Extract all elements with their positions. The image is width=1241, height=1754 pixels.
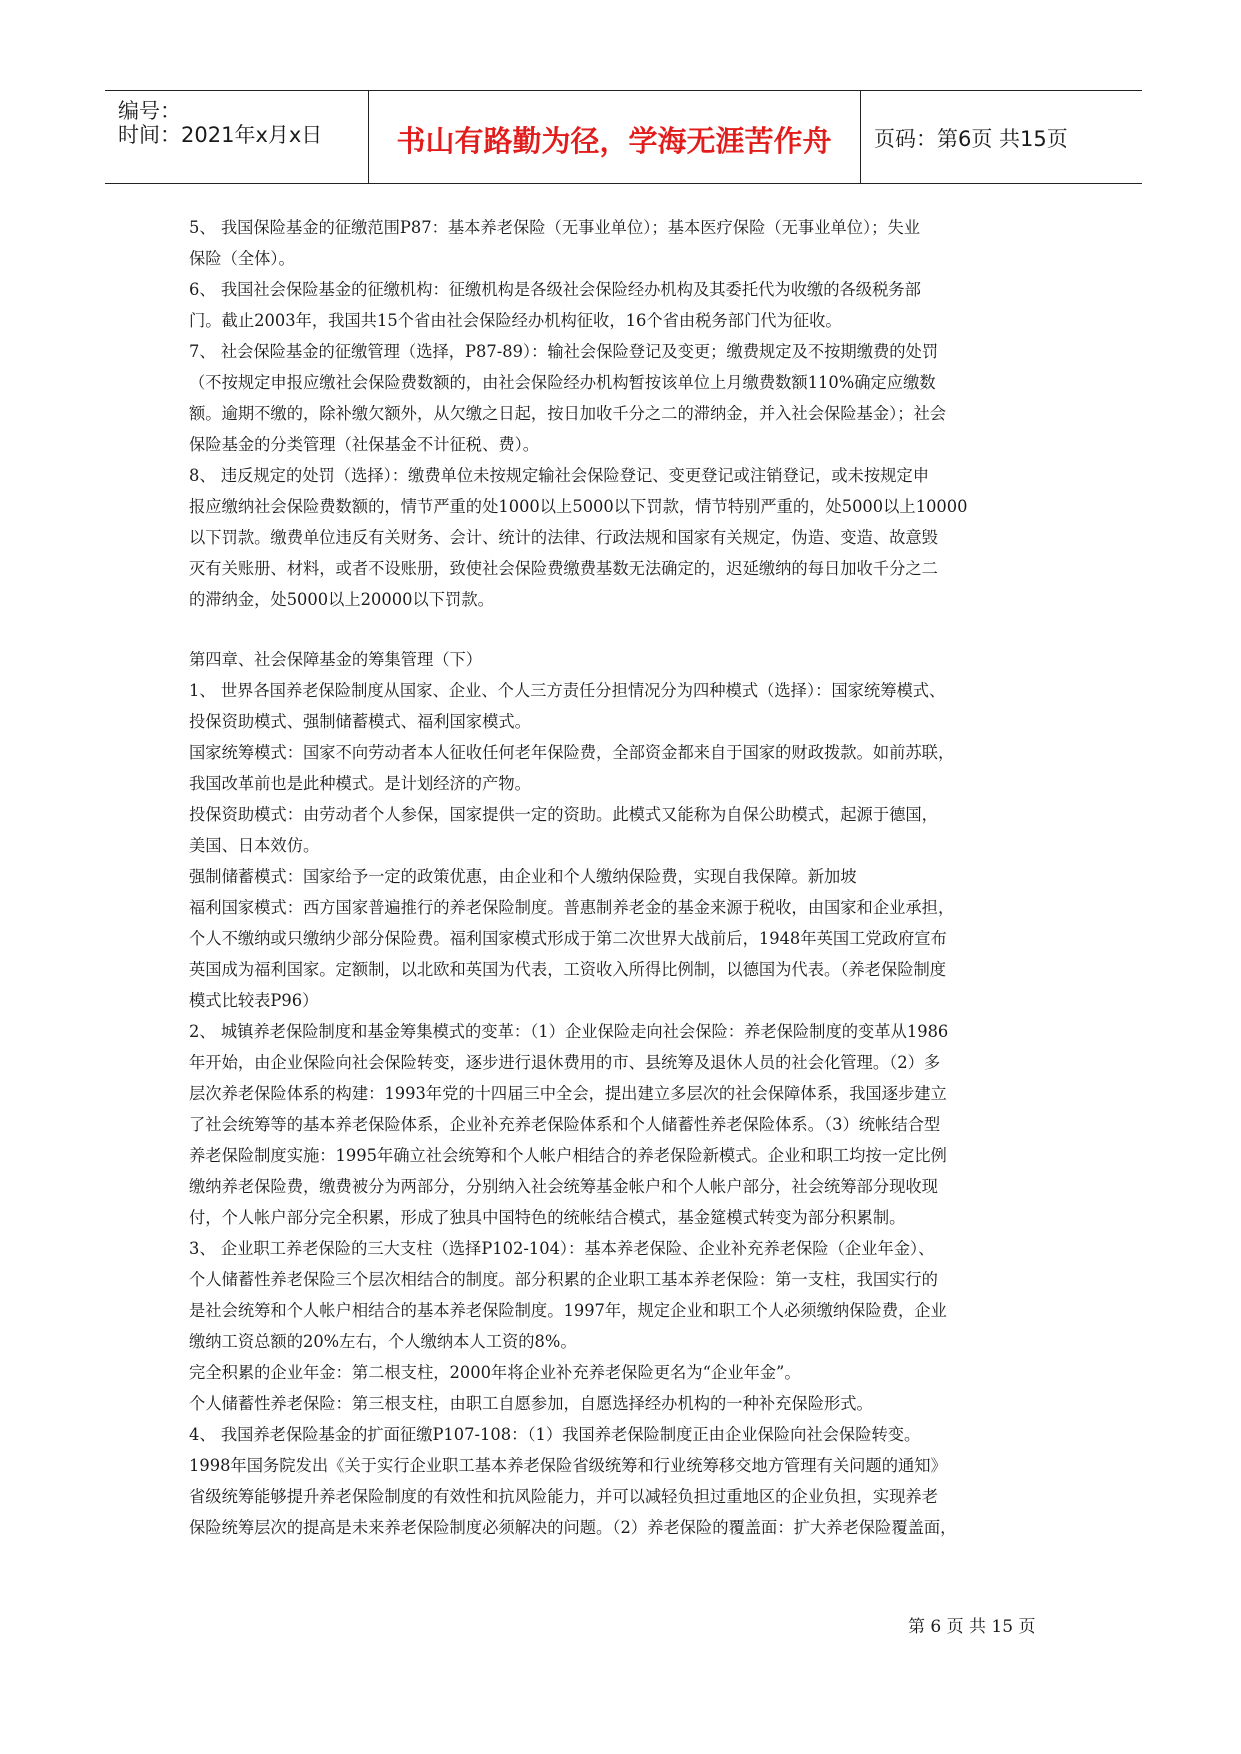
document-time-label: 时间：2021年x月x日 [118, 123, 323, 147]
text-line: 投保资助模式：由劳动者个人参保，国家提供一定的资助。此模式又能称为自保公助模式，起源于德国， [189, 805, 938, 824]
paragraph [189, 460, 1059, 615]
text-line: 年开始，由企业保险向社会保险转变，逐步进行退休费用的市、县统筹及退休人员的社会化管理。（2）多 [189, 1053, 941, 1072]
text-line: 的滞纳金，处5000以上20000以下罚款。 [189, 590, 494, 609]
text-line: 保险（全体）。 [189, 249, 295, 268]
text-line: 2、 城镇养老保险制度和基金筹集模式的变革：（1）企业保险走向社会保险：养老保险制度的变革从1986 [189, 1022, 949, 1041]
text-line: 国家统筹模式：国家不向劳动者本人征收任何老年保险费，全部资金都来自于国家的财政拨款。如前苏联， [189, 743, 955, 762]
page-footer: 第 6 页 共 15 页 [908, 1617, 1036, 1637]
text-line: 模式比较表P96） [189, 991, 319, 1010]
text-line: 是社会统筹和个人帐户相结合的基本养老保险制度。1997年，规定企业和职工个人必须缴纳保险费，企业 [189, 1301, 947, 1320]
text-line: 我国改革前也是此种模式。是计划经济的产物。 [189, 774, 531, 793]
text-line: 5、 我国保险基金的征缴范围P87：基本养老保险（无事业单位）；基本医疗保险（无事业单位）；失业 [189, 218, 921, 237]
text-line: 1、 世界各国养老保险制度从国家、企业、个人三方责任分担情况分为四种模式（选择）：国家统筹模式、 [189, 681, 946, 700]
paragraph [189, 644, 1059, 675]
header-page-cell [860, 91, 1142, 183]
text-line: 报应缴纳社会保险费数额的，情节严重的处1000以上5000以下罚款，情节特别严重的，处5000以上10000 [189, 497, 968, 516]
text-line: 投保资助模式、强制储蓄模式、福利国家模式。 [189, 712, 531, 731]
paragraph [189, 892, 1059, 1016]
text-line: 保险统筹层次的提高是未来养老保险制度必须解决的问题。（2）养老保险的覆盖面：扩大养老保险覆盖面， [189, 1518, 957, 1537]
paragraph [189, 675, 1059, 737]
text-line: 美国、日本效仿。 [189, 836, 320, 855]
text-line: 门。截止2003年，我国共15个省由社会保险经办机构征收，16个省由税务部门代为征收。 [189, 311, 842, 330]
document-body [189, 212, 1059, 1543]
text-line: 完全积累的企业年金：第二根支柱，2000年将企业补充养老保险更名为“企业年金”。 [189, 1363, 801, 1382]
text-line: 额。逾期不缴的，除补缴欠额外，从欠缴之日起，按日加收千分之二的滞纳金，并入社会保险基金）；社会 [189, 404, 947, 423]
header-motto: 书山有路勤为径，学海无涯苦作舟 [396, 124, 832, 158]
paragraph [189, 1016, 1059, 1233]
text-line: 福利国家模式：西方国家普遍推行的养老保险制度。普惠制养老金的基金来源于税收，由国家和企业承担， [189, 898, 955, 917]
text-line: 省级统筹能够提升养老保险制度的有效性和抗风险能力，并可以减轻负担过重地区的企业负担，实现养老 [189, 1487, 938, 1506]
header-meta-cell [105, 91, 369, 183]
text-line: 灭有关账册、材料，或者不设账册，致使社会保险费缴费基数无法确定的，迟延缴纳的每日加收千分之二 [189, 559, 938, 578]
text-line: 英国成为福利国家。定额制，以北欧和英国为代表，工资收入所得比例制，以德国为代表。（养老保险制度 [189, 960, 947, 979]
section-gap [189, 615, 1059, 644]
header-page-info: 页码：第6页 共15页 [874, 127, 1068, 151]
text-line: 个人不缴纳或只缴纳少部分保险费。福利国家模式形成于第二次世界大战前后，1948年英国工党政府宣布 [189, 929, 947, 948]
text-line: 8、 违反规定的处罚（选择）：缴费单位未按规定输社会保险登记、变更登记或注销登记，或未按规定申 [189, 466, 930, 485]
text-line: 4、 我国养老保险基金的扩面征缴P107-108：（1）我国养老保险制度正由企业保险向社会保险转变。 [189, 1425, 921, 1444]
paragraph [189, 1419, 1059, 1543]
text-line: 了社会统筹等的基本养老保险体系，企业补充养老保险体系和个人储蓄性养老保险体系。（3）统帐结合型 [189, 1115, 941, 1134]
text-line: 层次养老保险体系的构建：1993年党的十四届三中全会，提出建立多层次的社会保障体系，我国逐步建立 [189, 1084, 947, 1103]
text-line: 7、 社会保险基金的征缴管理（选择，P87-89）：输社会保险登记及变更；缴费规定及不按期缴费的处罚 [189, 342, 939, 361]
text-line: 以下罚款。缴费单位违反有关财务、会计、统计的法律、行政法规和国家有关规定，伪造、变造、故意毁 [189, 528, 938, 547]
text-line: 3、 企业职工养老保险的三大支柱（选择P102-104）：基本养老保险、企业补充养老保险（企业年金）、 [189, 1239, 935, 1258]
text-line: 缴纳工资总额的20%左右，个人缴纳本人工资的8%。 [189, 1332, 577, 1351]
text-line: 6、 我国社会保险基金的征缴机构：征缴机构是各级社会保险经办机构及其委托代为收缴的各级税务部 [189, 280, 921, 299]
text-line: 1998年国务院发出《关于实行企业职工基本养老保险省级统筹和行业统筹移交地方管理有关问题的通知》 [189, 1456, 947, 1475]
text-line: 个人储蓄性养老保险三个层次相结合的制度。部分积累的企业职工基本养老保险：第一支柱，我国实行的 [189, 1270, 938, 1289]
page-header [105, 90, 1142, 184]
header-motto-cell [368, 91, 861, 183]
text-line: 缴纳养老保险费，缴费被分为两部分，分别纳入社会统筹基金帐户和个人帐户部分，社会统筹部分现收现 [189, 1177, 938, 1196]
paragraph [189, 1388, 1059, 1419]
paragraph [189, 274, 1059, 336]
paragraph [189, 861, 1059, 892]
paragraph [189, 212, 1059, 274]
text-line: 保险基金的分类管理（社保基金不计征税、费）。 [189, 435, 540, 454]
text-line: 第四章、社会保障基金的筹集管理（下） [189, 650, 483, 669]
text-line: （不按规定申报应缴社会保险费数额的，由社会保险经办机构暂按该单位上月缴费数额110%确定应缴数 [189, 373, 936, 392]
paragraph [189, 737, 1059, 799]
paragraph [189, 799, 1059, 861]
paragraph [189, 1233, 1059, 1357]
paragraph [189, 1357, 1059, 1388]
text-line: 个人储蓄性养老保险：第三根支柱，由职工自愿参加，自愿选择经办机构的一种补充保险形式。 [189, 1394, 873, 1413]
text-line: 强制储蓄模式：国家给予一定的政策优惠，由企业和个人缴纳保险费，实现自我保障。新加坡 [189, 867, 857, 886]
paragraph [189, 336, 1059, 460]
document-number-label: 编号： [118, 99, 181, 123]
text-line: 付，个人帐户部分完全积累，形成了独具中国特色的统帐结合模式，基金筵模式转变为部分积累制。 [189, 1208, 906, 1227]
text-line: 养老保险制度实施：1995年确立社会统筹和个人帐户相结合的养老保险新模式。企业和职工均按一定比例 [189, 1146, 947, 1165]
